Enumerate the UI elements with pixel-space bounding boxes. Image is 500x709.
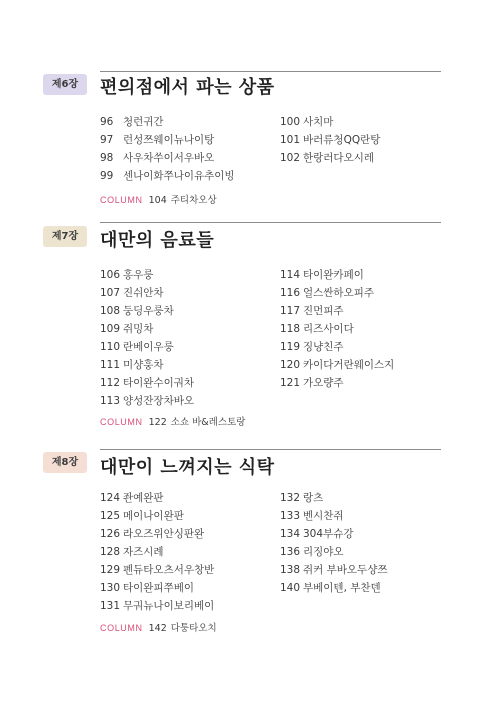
page-number: 136 (280, 546, 301, 558)
column-label: COLUMN (100, 195, 143, 205)
entry-title: 벤시찬쥐 (303, 510, 344, 522)
entry-title: 메이나이완판 (123, 510, 184, 522)
column-title: 주티차오상 (170, 195, 217, 206)
toc-entry[interactable] (280, 526, 353, 541)
page-number: 110 (100, 341, 121, 353)
column-label: COLUMN (100, 417, 143, 427)
toc-entry[interactable] (100, 562, 214, 577)
entry-title: 미샹훙차 (123, 359, 164, 371)
toc-entry[interactable] (100, 303, 174, 318)
page-number: 134 (280, 528, 301, 540)
entry-title: 부베이텐, 부찬덴 (303, 582, 381, 594)
entry-title: 쥐밍차 (123, 323, 154, 335)
toc-entry[interactable] (100, 132, 214, 147)
page-number: 102 (280, 152, 301, 164)
entry-title: 센나이화쭈나이유추이빙 (123, 170, 235, 182)
entry-title: 쥐커 부바오두샹쯔 (303, 564, 388, 576)
column-title: 다퉁타오치 (170, 623, 217, 634)
page-number: 101 (280, 134, 301, 146)
page-number: 98 (100, 152, 114, 164)
toc-entry[interactable] (280, 303, 344, 318)
column-entry[interactable] (100, 620, 217, 634)
entry-title: 진먼피주 (303, 305, 344, 317)
page-number: 120 (280, 359, 301, 371)
toc-entry[interactable] (280, 267, 364, 282)
column-entry[interactable] (100, 192, 217, 206)
toc-entry[interactable] (100, 598, 214, 613)
entry-title: 카이다거란웨이스지 (303, 359, 395, 371)
entry-title: 진쉬안차 (123, 287, 164, 299)
toc-entry[interactable] (280, 150, 374, 165)
chapter-rule (100, 222, 441, 223)
entry-title: 리즈사이다 (303, 323, 354, 335)
toc-entry[interactable] (280, 580, 381, 595)
column-title: 소쇼 바&레스토랑 (170, 417, 246, 428)
toc-entry[interactable] (280, 508, 344, 523)
page-number: 96 (100, 116, 114, 128)
entry-title: 징냥친주 (303, 341, 344, 353)
toc-entry[interactable] (280, 285, 374, 300)
toc-entry[interactable] (100, 508, 184, 523)
entry-title: 사우차쑤이서우바오 (123, 152, 215, 164)
page-number: 112 (100, 377, 121, 389)
page-number: 119 (280, 341, 301, 353)
page-number: 130 (100, 582, 121, 594)
chapter-rule (100, 71, 441, 72)
entry-title: 란베이우룽 (123, 341, 174, 353)
column-entry[interactable] (100, 414, 245, 428)
chapter-badge: 제6장 (43, 74, 87, 95)
page-number: 97 (100, 134, 114, 146)
page-number: 113 (100, 395, 121, 407)
page-number: 109 (100, 323, 121, 335)
entry-title: 304부슈강 (303, 528, 354, 540)
entry-title: 무궈뉴나이보리베이 (123, 600, 215, 612)
entry-title: 타이완피쭈베이 (123, 582, 195, 594)
toc-entry[interactable] (100, 526, 204, 541)
entry-title: 타이완카페이 (303, 269, 364, 281)
toc-entry[interactable] (280, 321, 354, 336)
entry-title: 가오량주 (303, 377, 344, 389)
page-number: 133 (280, 510, 301, 522)
entry-title: 리징야오 (303, 546, 344, 558)
page-number: 121 (280, 377, 301, 389)
toc-entry[interactable] (100, 580, 194, 595)
page-number: 142 (148, 623, 167, 634)
page-number: 99 (100, 170, 114, 182)
chapter-title: 대만의 음료들 (100, 230, 215, 251)
chapter-badge: 제7장 (43, 226, 87, 247)
toc-entry[interactable] (100, 393, 194, 408)
entry-title: 바러류청QQ란탕 (303, 134, 381, 146)
page-number: 128 (100, 546, 121, 558)
page-number: 138 (280, 564, 301, 576)
page-number: 117 (280, 305, 301, 317)
entry-title: 양성잔장차바오 (123, 395, 195, 407)
toc-entry[interactable] (100, 285, 164, 300)
toc-entry[interactable] (280, 114, 333, 129)
page-number: 124 (100, 492, 121, 504)
toc-entry[interactable] (280, 562, 387, 577)
page-number: 107 (100, 287, 121, 299)
entry-title: 둥딩우룽차 (123, 305, 174, 317)
toc-entry[interactable] (100, 114, 164, 129)
column-label: COLUMN (100, 623, 143, 633)
entry-title: 타이완수이궈차 (123, 377, 195, 389)
entry-title: 청런귀간 (123, 116, 164, 128)
page-number: 129 (100, 564, 121, 576)
toc-entry[interactable] (100, 267, 153, 282)
toc-entry[interactable] (280, 544, 344, 559)
page-number: 118 (280, 323, 301, 335)
page-number: 122 (148, 417, 167, 428)
chapter-rule (100, 449, 441, 450)
toc-entry[interactable] (100, 490, 164, 505)
entry-title: 펜듀타오츠서우창반 (123, 564, 215, 576)
entry-title: 좐예완판 (123, 492, 164, 504)
entry-title: 랑츠 (303, 492, 324, 504)
page-number: 131 (100, 600, 121, 612)
page-number: 125 (100, 510, 121, 522)
chapter-badge: 제8장 (43, 452, 87, 473)
toc-entry[interactable] (280, 375, 344, 390)
toc-entry[interactable] (280, 357, 394, 372)
toc-entry[interactable] (280, 339, 344, 354)
toc-entry[interactable] (100, 168, 235, 183)
toc-entry[interactable] (280, 132, 380, 147)
entry-title: 한랑러다오시레 (303, 152, 375, 164)
toc-entry[interactable] (100, 375, 194, 390)
toc-entry[interactable] (100, 339, 174, 354)
chapter-title: 편의점에서 파는 상품 (100, 77, 275, 98)
entry-title: 얼스싼하오피주 (303, 287, 375, 299)
page-number: 140 (280, 582, 301, 594)
entry-title: 홍우룽 (123, 269, 154, 281)
page-number: 116 (280, 287, 301, 299)
page-number: 132 (280, 492, 301, 504)
entry-title: 라오즈위안싱판완 (123, 528, 205, 540)
entry-title: 자즈시례 (123, 546, 164, 558)
chapter-title: 대만이 느껴지는 식탁 (100, 457, 275, 478)
page-number: 104 (148, 195, 167, 206)
toc-entry[interactable] (100, 150, 214, 165)
page-number: 111 (100, 359, 121, 371)
page-number: 108 (100, 305, 121, 317)
toc-entry[interactable] (280, 490, 323, 505)
entry-title: 런성쯔웨이뉴나이탕 (123, 134, 215, 146)
toc-entry[interactable] (100, 544, 164, 559)
page-number: 114 (280, 269, 301, 281)
page-number: 126 (100, 528, 121, 540)
page-number: 100 (280, 116, 301, 128)
entry-title: 사치마 (303, 116, 334, 128)
page-number: 106 (100, 269, 121, 281)
toc-entry[interactable] (100, 357, 164, 372)
toc-entry[interactable] (100, 321, 153, 336)
